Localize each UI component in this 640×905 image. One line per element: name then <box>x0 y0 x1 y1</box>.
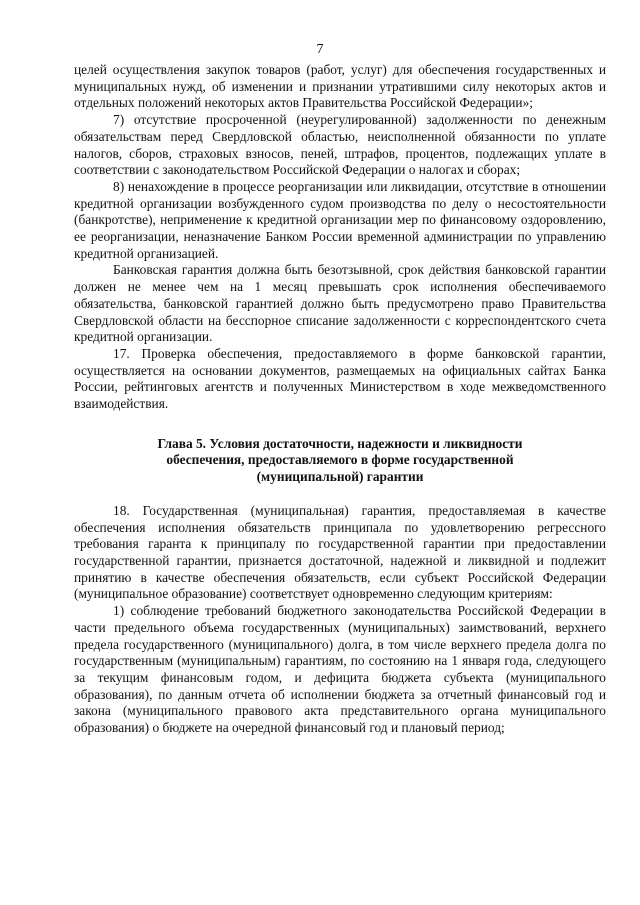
paragraph-17: 17. Проверка обеспечения, предоставляемого в форме банковской гарантии, осуществляется на основании документов, размещаемых на официальных сайтах Банка России, рейтинговых агентств и полученных Министерством в ходе межведомственного взаимодействия. <box>74 345 606 412</box>
page-number: 7 <box>316 42 324 57</box>
paragraph-item-8: 8) ненахождение в процессе реорганизации или ликвидации, отсутствие в отношении кредитной организации возбужденного судом производства по делу о несостоятельности (банкротстве), неприменение к кредитной организации мер по финансовому оздоровлению, ее реорганизации, неназначение Банком России временной администрации по управлению кредитной организацией. <box>74 178 606 261</box>
paragraph-continuation-item-6: целей осуществления закупок товаров (работ, услуг) для обеспечения государственных и муниципальных нужд, об изменении и признании утратившими силу некоторых актов и отдельных положений некоторых актов Правительства Российской Федерации»; <box>74 62 606 111</box>
paragraph-18: 18. Государственная (муниципальная) гарантия, предоставляемая в качестве обеспечения исполнения обязательств принципала по удовлетворению регрессного требования гаранта к принципалу по государственной гарантии при предоставлении государственной гарантии, признается достаточной, надежной и ликвидной и подлежит принятию в качестве обеспечения обязательств, если субъект Российской Федерации (муниципальное образование) соответствует одновременно следующим критериям: <box>74 502 606 602</box>
chapter-heading-line-3: (муниципальной) гарантии <box>256 469 424 485</box>
chapter-heading-line-2: обеспечения, предоставляемого в форме государственной <box>166 452 514 468</box>
chapter-heading-line-1: Глава 5. Условия достаточности, надежности и ликвидности <box>157 435 523 451</box>
chapter-5-heading <box>74 436 606 486</box>
paragraph-item-7: 7) отсутствие просроченной (неурегулированной) задолженности по денежным обязательствам перед Свердловской областью, неисполненной обязанности по уплате налогов, сборов, страховых взносов, пеней, штрафов, процентов, подлежащих уплате в соответствии с законодательством Российской Федерации о налогах и сборах; <box>74 112 606 178</box>
document-body <box>74 62 606 737</box>
paragraph-18-item-1: 1) соблюдение требований бюджетного законодательства Российской Федерации в части предельного объема государственных (муниципальных) заимствований, верхнего предела государственного (муниципального) долга, в том числе верхнего предела долга по государственным (муниципальным) гарантиям, по состоянию на 1 января года, следующего за текущим финансовым годом, и дефицита бюджета субъекта (муниципального образования), по данным отчета об исполнении бюджета за отчетный финансовый год и закона (муниципального правового акта представительного органа муниципального образования) о бюджете на очередной финансовый год и плановый период; <box>74 603 606 736</box>
paragraph-bank-guarantee: Банковская гарантия должна быть безотзывной, срок действия банковской гарантии должен не менее чем на 1 месяц превышать срок исполнения обеспечиваемого обязательства, банковской гарантией должно быть предусмотрено право Правительства Свердловской области на бесспорное списание задолженности с корреспондентского счета кредитной организации. <box>74 262 606 345</box>
